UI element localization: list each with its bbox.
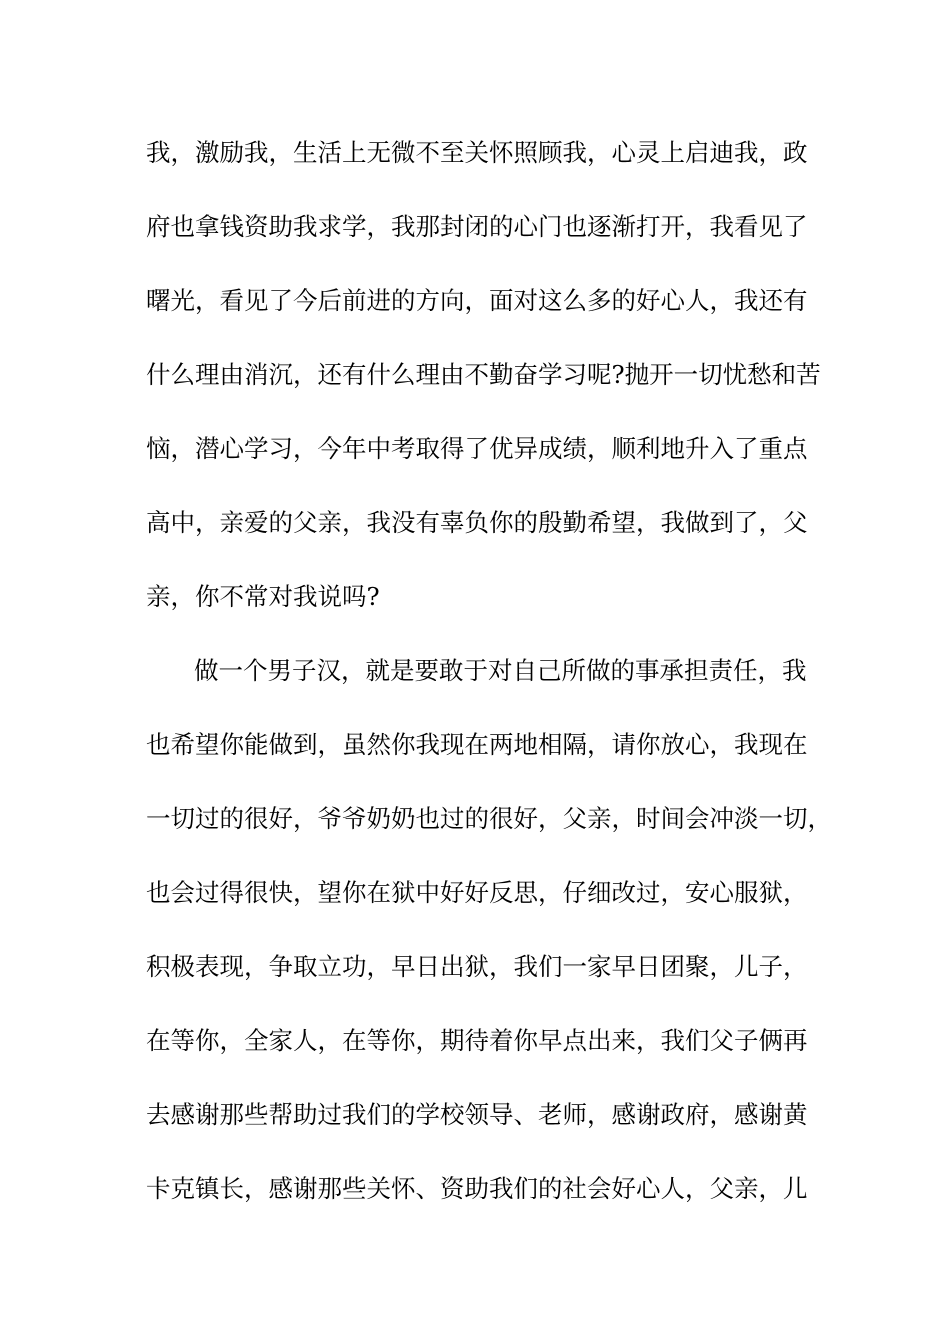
text-line: 也会过得很快，望你在狱中好好反思，仔细改过，安心服狱， <box>146 878 808 907</box>
document-body <box>146 131 832 1241</box>
text-line: 什么理由消沉，还有什么理由不勤奋学习呢?抛开一切忧愁和苦 <box>146 360 821 389</box>
text-line: 一切过的很好，爷爷奶奶也过的很好，父亲，时间会冲淡一切， <box>146 804 832 833</box>
text-line: 亲，你不常对我说吗? <box>146 582 380 611</box>
text-line: 曙光，看见了今后前进的方向，面对这么多的好心人，我还有 <box>146 286 808 315</box>
text-line: 我，激励我，生活上无微不至关怀照顾我，心灵上启迪我，政 <box>146 138 808 167</box>
text-line: 卡克镇长，感谢那些关怀、资助我们的社会好心人，父亲，儿 <box>146 1174 808 1203</box>
text-line: 恼，潜心学习，今年中考取得了优异成绩，顺利地升入了重点 <box>146 434 808 463</box>
text-line: 府也拿钱资助我求学，我那封闭的心门也逐渐打开，我看见了 <box>146 212 808 241</box>
text-line: 在等你，全家人，在等你，期待着你早点出来，我们父子俩再 <box>146 1026 808 1055</box>
text-line: 高中，亲爱的父亲，我没有辜负你的殷勤希望，我做到了，父 <box>146 508 808 537</box>
text-line: 去感谢那些帮助过我们的学校领导、老师，感谢政府，感谢黄 <box>146 1100 808 1129</box>
text-line: 积极表现，争取立功，早日出狱，我们一家早日团聚，儿子， <box>146 952 808 981</box>
text-line: 也希望你能做到，虽然你我现在两地相隔，请你放心，我现在 <box>146 730 808 759</box>
paragraph-start-line: 做一个男子汉，就是要敢于对自己所做的事承担责任，我 <box>194 656 807 685</box>
